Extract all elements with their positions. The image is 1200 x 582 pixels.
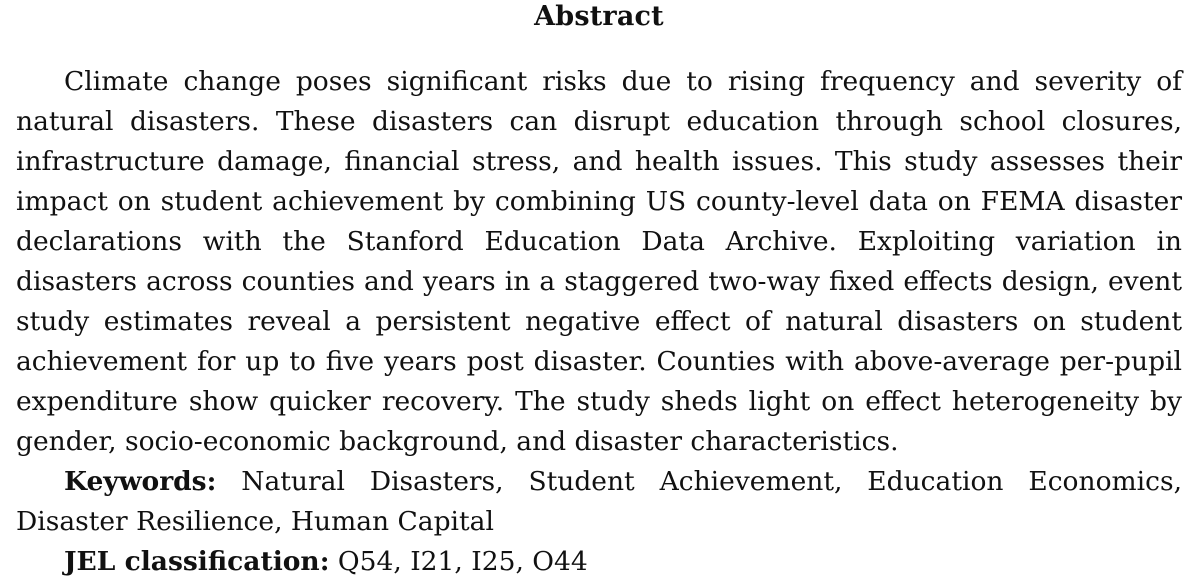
keywords-line (16, 462, 1182, 542)
jel-label: JEL classification: (64, 546, 330, 577)
abstract-body: Climate change poses significant risks due to rising frequency and severity of natural disasters. These disasters can disrupt education through school closures, infrastructure damage, financial stress, and health issues. This study assesses their impact on student achievement by combining US county-level data on FEMA disaster declarations with the Stanford Education Data Archive. Exploiting variation in disasters across counties and years in a staggered two-way fixed effects design, event study estimates reveal a persistent negative effect of natural disasters on student achievement for up to five years post disaster. Counties with above-average per-pupil expenditure show quicker recovery. The study sheds light on effect heterogeneity by gender, socio-economic background, and disaster characteristics. (16, 66, 1182, 457)
jel-value: Q54, I21, I25, O44 (337, 546, 588, 577)
keywords-label: Keywords: (64, 466, 217, 497)
abstract-heading: Abstract (534, 1, 664, 32)
keywords-value: Natural Disasters, Student Achievement, Education Economics, Disaster Resilience, Human Capital (16, 466, 1182, 537)
jel-line (16, 542, 1182, 582)
